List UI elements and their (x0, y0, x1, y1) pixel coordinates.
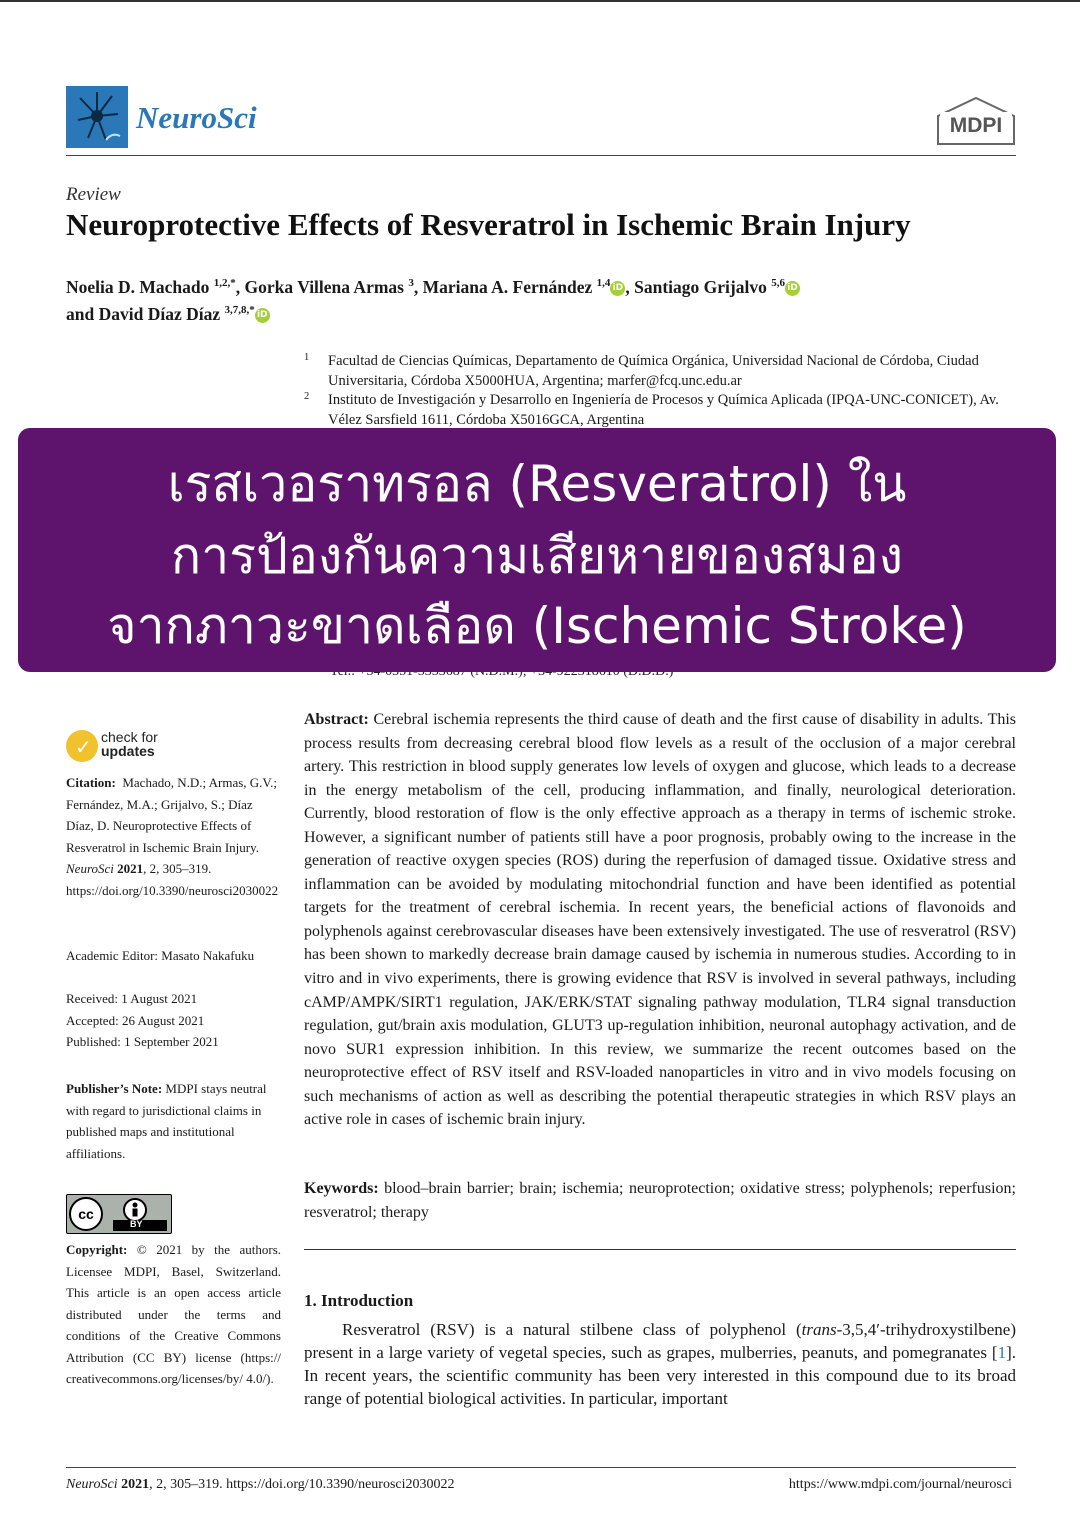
author-list (66, 272, 1016, 326)
check-updates-label[interactable]: check for (101, 729, 158, 745)
section-divider (304, 1249, 1016, 1250)
orcid-icon[interactable]: iD (255, 308, 270, 323)
orcid-icon[interactable]: iD (785, 281, 800, 296)
cc-by-license-badge[interactable] (66, 1194, 172, 1234)
top-border (0, 0, 1080, 2)
banner-line: จากภาวะขาดเลือด (Ischemic Stroke) (107, 597, 967, 655)
neuron-logo-icon (66, 86, 128, 148)
checkmark-icon: ✓ (75, 735, 92, 759)
author: Mariana A. Fernández $^{1,4}$ iD , (422, 276, 635, 297)
cc-icon: cc (69, 1197, 103, 1231)
abstract: Abstract: Cerebral ischemia represents the third cause of death and the first cause of disability in adults. This process results from decreasing cerebral blood flow levels as a result of the occlusion of a major cerebral artery. This restriction in blood supply generates low levels of oxygen and glucose, which leads to a decrease in the energy metabolism of the cell, producing inflammation, and finally, neurological deterioration. Currently, blood restoration of flow is the only effective approach as a therapy in terms of ischemic stroke. However, a significant number of patients still have a poor prognosis, probably owing to the increase in the generation of reactive oxygen species (ROS) during the reperfusion of damaged tissue. Oxidative stress and inflammation can be avoided by modulating mitochondrial function and have been identified as potential targets for the treatment of cerebral ischemia. In recent years, the beneficial actions of flavonoids and polyphenols against cerebrovascular diseases have been extensively investigated. The use of resveratrol (RSV) has been shown to markedly decrease brain damage caused by ischemia in numerous studies. According to in vitro and in vivo experiments, there is growing evidence that RSV is involved in several pathways, including cAMP/AMPK/SIRT1 regulation, JAK/ERK/STAT signaling pathway modulation, TLR4 signal transduction regulation, gut/brain axis modulation, GLUT3 up-regulation inhibition, neuronal autophagy activation, and de novo SUR1 expression inhibition. In this review, we summarize the recent outcomes based on the neuroprotective effect of RSV itself and RSV-loaded nanoparticles in vitro and in vivo models focusing on such mechanisms of action as well as describing the potential therapeutic strategies in which RSV plays an active role in cases of ischemic brain injury. (304, 711, 1017, 1129)
published-date: Published: 1 September 2021 (66, 1034, 219, 1049)
article-title: Neuroprotective Effects of Resveratrol in Ischemic Brain Injury (66, 207, 911, 242)
author: Noelia D. Machado $^{1,2,*}$, (66, 276, 245, 297)
footer-journal-url[interactable]: https://www.mdpi.com/journal/neurosci (788, 1477, 1012, 1492)
affiliation: 2 Instituto de Investigación y Desarrollo en Ingeniería de Procesos y Química Aplicada (IPQA-UNC-CONICET), Av. Vélez Sarsfield 1611, Córdoba X5016GCA, Argentina (304, 391, 999, 428)
received-date: Received: 1 August 2021 (66, 991, 198, 1006)
section-heading: 1. Introduction (304, 1291, 414, 1310)
affiliation: 1 Facultad de Ciencias Químicas, Departamento de Química Orgánica, Universidad Nacional de Córdoba, Ciudad Universitaria, Córdoba X5000HUA, Argentina; marfer@fcq.unc.edu.ar (304, 352, 979, 389)
author: Santiago Grijalvo $^{5,6}$ iD (634, 277, 800, 297)
footer-citation: NeuroSci 2021, 2, 305–319. https://doi.org/10.3390/neurosci2030022 (66, 1477, 455, 1492)
academic-editor: Academic Editor: Masato Nakafuku (66, 948, 255, 963)
publisher-name: MDPI (949, 114, 1003, 137)
copyright-block: Copyright: © 2021 by the authors. Licensee MDPI, Basel, Switzerland. This article is an open access article distributed under the terms and conditions of the Creative Commons Attribution (CC BY) license (https:// creativecommons.org/licenses/by/ 4.0/). (66, 1242, 282, 1386)
author: Gorka Villena Armas $^3$, (244, 276, 423, 297)
affiliation-list (304, 352, 1019, 430)
banner-line: เรสเวอราทรอล (Resveratrol) ใน (167, 455, 907, 513)
article-type: Review (66, 184, 121, 205)
publishers-note: Publisher’s Note: MDPI stays neutral with regard to jurisdictional claims in published maps and institutional affiliations. (66, 1081, 267, 1161)
accepted-date: Accepted: 26 August 2021 (66, 1012, 205, 1028)
header-divider (66, 155, 1016, 156)
keywords: Keywords: blood–brain barrier; brain; ischemia; neuroprotection; oxidative stress; polyphenols; reperfusion; resveratrol; therapy (304, 1180, 1017, 1221)
mdpi-logo-icon (934, 96, 1018, 148)
introduction-paragraph: Resveratrol (RSV) is a natural stilbene class of polyphenol (trans-3,5,4′-trihydroxystilbene) present in a large variety of vegetal species, such as grapes, mulberries, peanuts, and pomegranates [1]. In recent years, the scientific community has been very interested in this compound due to its broad range of potential biological activities. In particular, important (304, 1320, 1016, 1408)
banner-line: การป้องกันความเสียหายของสมอง (170, 527, 904, 585)
footer-divider (66, 1467, 1016, 1468)
journal-name: NeuroSci (136, 100, 257, 135)
thai-title-banner (18, 428, 1056, 672)
by-label: BY (130, 1219, 143, 1229)
orcid-icon[interactable]: iD (610, 281, 625, 296)
author: and David Díaz Díaz $^{3,7,8,*}$ iD (66, 304, 270, 324)
check-updates-label-bold[interactable]: updates (101, 743, 155, 759)
reference-link[interactable]: 1 (997, 1343, 1007, 1362)
citation-block: Citation: Machado, N.D.; Armas, G.V.; Fernández, M.A.; Grijalvo, S.; Díaz Díaz, D. Neuroprotective Effects of Resveratrol in Ischemic Brain Injury. NeuroSci 2021, 2, 305–319. https://doi.org/10.3390/neurosci2030022 (66, 775, 279, 898)
dates-block (66, 988, 281, 1053)
